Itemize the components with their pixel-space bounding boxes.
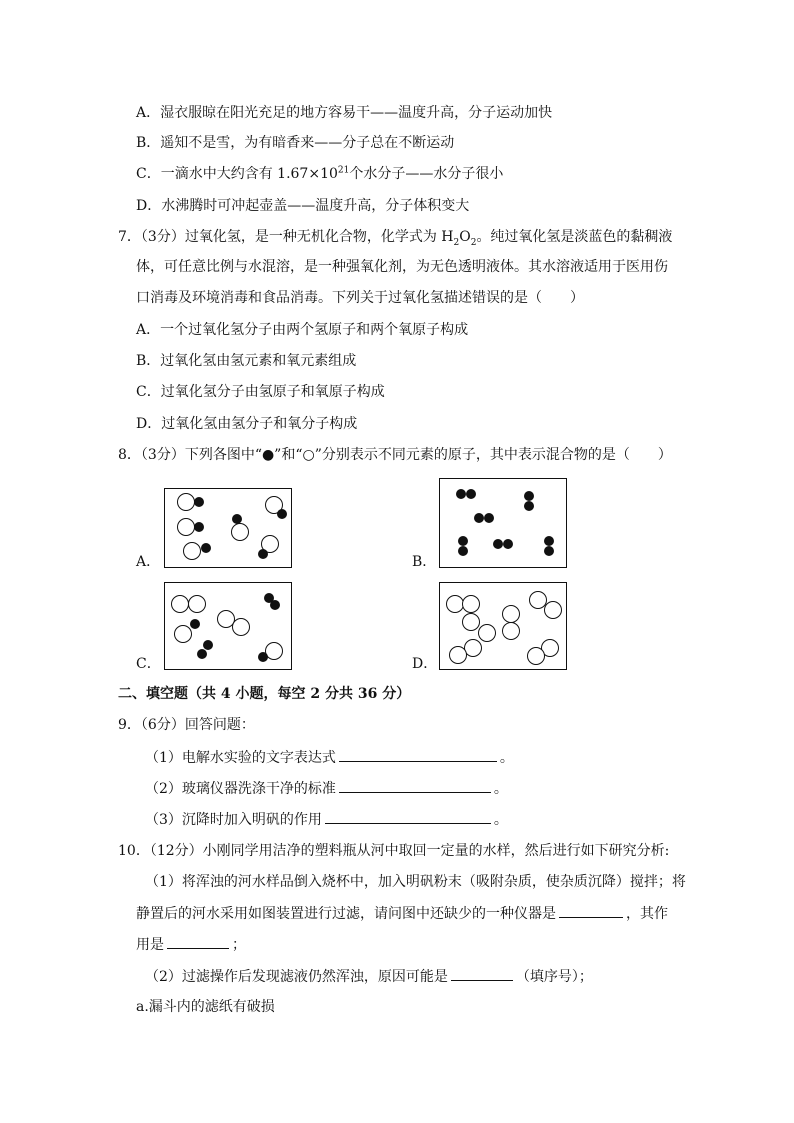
- q8-label-d: D．: [412, 656, 438, 672]
- white-atom: [177, 518, 195, 536]
- diagram-d: [439, 582, 567, 670]
- q6-option-c: C．一滴水中大约含有 $1.67\times 10^{21}$个水分子——水分子很小: [136, 165, 504, 182]
- answer-blank[interactable]: [559, 903, 623, 918]
- white-atom: [449, 646, 467, 664]
- q7-option-b: B．过氧化氢由氢元素和氧元素组成: [136, 353, 357, 369]
- answer-blank[interactable]: [167, 934, 229, 949]
- white-atom: [502, 605, 520, 623]
- black-atom: [524, 491, 534, 501]
- black-atom: [493, 539, 503, 549]
- diagram-b: [439, 478, 567, 568]
- black-atom: [190, 619, 200, 629]
- q8-label-b: B．: [412, 554, 437, 570]
- black-atom: [524, 501, 534, 511]
- answer-blank[interactable]: [451, 966, 513, 981]
- black-atom: [458, 536, 468, 546]
- black-atom: [544, 536, 554, 546]
- white-atom: [478, 624, 496, 642]
- white-atom: [544, 601, 562, 619]
- black-atom: [258, 549, 268, 559]
- section-title: 二、填空题（共 4 小题，每空 2 分共 36 分）: [118, 686, 411, 702]
- white-atom: [174, 625, 192, 643]
- q6-option-d: D．水沸腾时可冲起壶盖——温度升高，分子体积变大: [136, 198, 470, 214]
- diagram-a: [164, 488, 292, 568]
- black-atom: [194, 497, 204, 507]
- q6-option-b: B．遥知不是雪，为有暗香来——分子总在不断运动: [136, 135, 455, 151]
- black-atom: [484, 513, 494, 523]
- answer-blank[interactable]: [339, 778, 491, 793]
- white-atom: [232, 618, 250, 636]
- white-atom: [231, 523, 249, 541]
- white-atom: [188, 595, 206, 613]
- q10-option-a: a.漏斗内的滤纸有破损: [136, 999, 275, 1015]
- black-atom: [544, 546, 554, 556]
- black-atom: [197, 649, 207, 659]
- q7-stem-line2: 体，可任意比例与水混溶，是一种强氧化剂，为无色透明液体。其水溶液适用于医用伤: [136, 259, 668, 275]
- black-atom: [194, 522, 204, 532]
- diagram-c: [164, 582, 292, 670]
- q7-option-c: C．过氧化氢分子由氢原子和氧原子构成: [136, 384, 385, 400]
- white-atom: [502, 622, 520, 640]
- white-atom: [183, 542, 201, 560]
- white-atom: [177, 493, 195, 511]
- q9-sub1: （1）电解水实验的文字表达式 。: [145, 747, 514, 768]
- black-atom: [203, 640, 213, 650]
- q6-option-a: A．湿衣服晾在阳光充足的地方容易干——温度升高，分子运动加快: [136, 105, 553, 121]
- q10-stem: 10．（12分）小刚同学用洁净的塑料瓶从河中取回一定量的水样，然后进行如下研究分析:: [118, 843, 670, 859]
- q8-stem: 8．（3分）下列各图中“●”和“○”分别表示不同元素的原子，其中表示混合物的是（ ）: [118, 447, 672, 463]
- black-atom: [456, 489, 466, 499]
- black-atom: [466, 489, 476, 499]
- q7-option-d: D．过氧化氢由氢分子和氧分子构成: [136, 416, 358, 432]
- answer-blank[interactable]: [325, 809, 491, 824]
- q8-label-c: C．: [136, 656, 161, 672]
- black-atom: [503, 539, 513, 549]
- black-atom: [201, 543, 211, 553]
- q7-stem-line1: 7．（3分）过氧化氢，是一种无机化合物，化学式为 $H_2O_2$。纯过氧化氢是淡蓝色的黏稠液: [118, 229, 673, 248]
- q7-stem-line3: 口消毒及环境消毒和食品消毒。下列关于过氧化氢描述错误的是（ ）: [136, 290, 584, 306]
- q10-sub1-line1: （1）将浑浊的河水样品倒入烧杯中，加入明矾粉末（吸附杂质，使杂质沉降）搅拌；将: [145, 874, 686, 890]
- q9-stem: 9．（6分）回答问题：: [118, 717, 255, 733]
- white-atom: [171, 595, 189, 613]
- white-atom: [462, 613, 480, 631]
- black-atom: [474, 513, 484, 523]
- q10-sub1-line2: 静置后的河水采用如图装置进行过滤，请问图中还缺少的一种仪器是 ，其作: [136, 903, 668, 924]
- black-atom: [277, 509, 287, 519]
- white-atom: [527, 647, 545, 665]
- white-atom: [462, 595, 480, 613]
- q10-sub1-line3: 用是 ；: [136, 934, 246, 955]
- q10-sub2: （2）过滤操作后发现滤液仍然浑浊，原因可能是 （填序号）；: [145, 966, 593, 987]
- q9-sub3: （3）沉降时加入明矾的作用 。: [145, 809, 508, 830]
- q8-label-a: A．: [136, 554, 161, 570]
- q7-option-a: A．一个过氧化氢分子由两个氢原子和两个氧原子构成: [136, 322, 469, 338]
- black-atom: [270, 600, 280, 610]
- answer-blank[interactable]: [339, 747, 497, 762]
- black-atom: [258, 652, 268, 662]
- q9-sub2: （2）玻璃仪器洗涤干净的标准 。: [145, 778, 508, 799]
- black-atom: [458, 546, 468, 556]
